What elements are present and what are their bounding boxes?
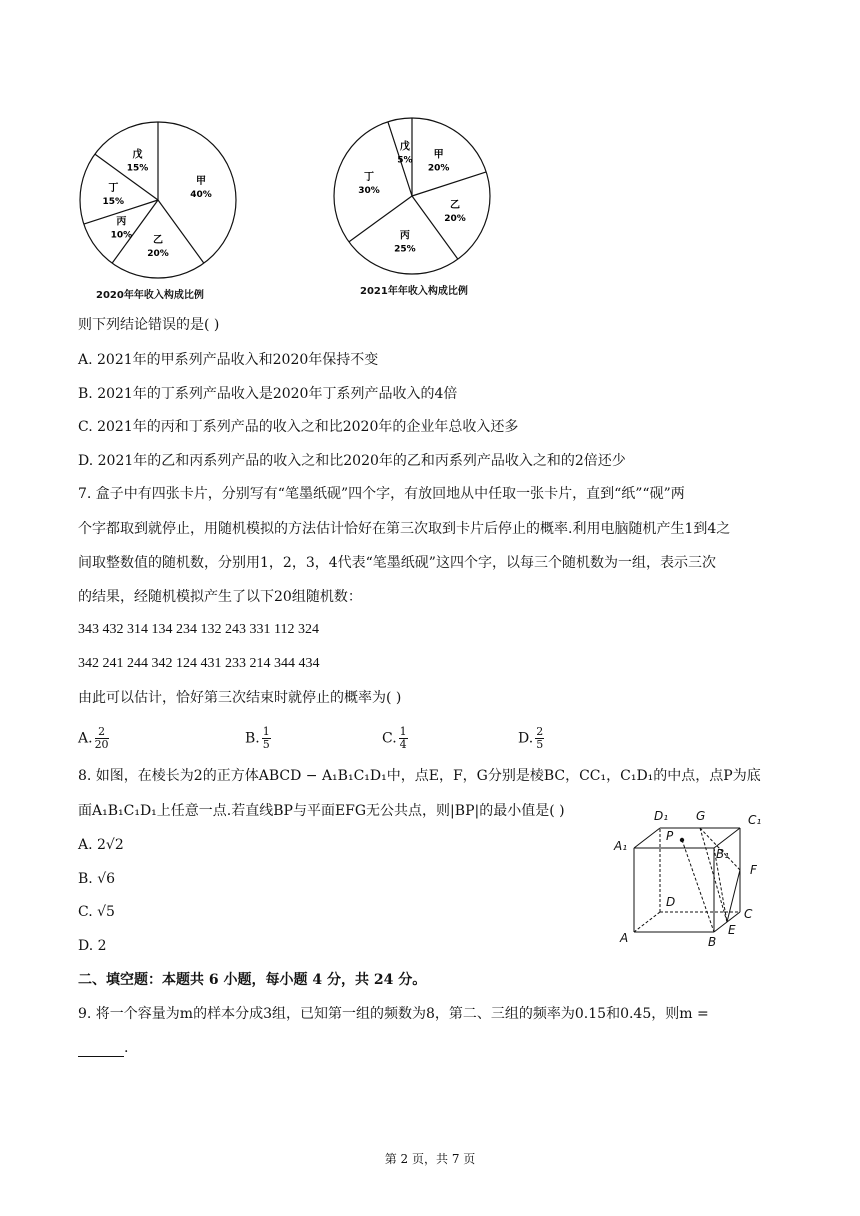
pie-slice-label-乙: 乙 <box>450 199 461 211</box>
q7-option-d-denominator: 5 <box>536 738 544 751</box>
q7-option-b-denominator: 5 <box>262 738 270 751</box>
label-b1: B₁ <box>716 847 730 861</box>
q7-option-a-denominator: 20 <box>94 738 109 751</box>
label-b: B <box>708 935 717 949</box>
q8-line-1: 8. 如图，在棱长为2的正方体ABCD − A₁B₁C₁D₁中，点E，F，G分别是棱BC，CC₁，C₁D₁的中点，点P为底 <box>78 768 761 784</box>
q7-random-row-2: 342 241 244 342 124 431 233 214 344 434 <box>78 656 320 671</box>
q7-option-c: C. $\frac{1}{4}$ <box>382 725 407 751</box>
pie-slice-label-丙: 丙 <box>399 230 410 242</box>
label-f: F <box>750 863 757 877</box>
pie-slice-value-丁: 15% <box>102 196 125 207</box>
section-2-heading: 二、填空题：本题共 6 小题，每小题 4 分，共 24 分。 <box>78 972 427 988</box>
pie-slice-label-甲: 甲 <box>196 176 207 188</box>
label-p: P <box>666 829 674 843</box>
q8-option-d: D. 2 <box>78 938 107 954</box>
label-g: G <box>696 809 706 823</box>
q9-answer-blank[interactable] <box>78 1042 124 1057</box>
q7-line-1: 7. 盒子中有四张卡片，分别写有“笔墨纸砚”四个字，有放回地从中任取一张卡片，直到“纸”“砚”两 <box>78 486 685 502</box>
q7-option-c-numerator: 1 <box>399 725 407 738</box>
q8-line-2: 面A₁B₁C₁D₁上任意一点.若直线BP与平面EFG无公共点，则|BP|的最小值是( ) <box>78 803 565 819</box>
q6-option-d: D. 2021年的乙和丙系列产品的收入之和比2020年的乙和丙系列产品收入之和的2倍还少 <box>78 453 626 469</box>
label-d: D <box>666 895 676 909</box>
q7-option-d: D. $\frac{2}{5}$ <box>518 725 544 751</box>
q7-line-3: 间取整数值的随机数，分别用1，2，3，4代表“笔墨纸砚”这四个字，以每三个随机数为一组，表示三次 <box>78 555 716 571</box>
pie-caption-2021: 2021年年收入构成比例 <box>360 286 468 297</box>
pie-slice-label-丁: 丁 <box>108 182 119 194</box>
pie-slice-label-丙: 丙 <box>116 216 127 228</box>
q8-option-b: B. √6 <box>78 871 116 887</box>
label-c1: C₁ <box>748 813 762 827</box>
pie-caption-2020: 2020年年收入构成比例 <box>96 290 204 301</box>
pie-slice-value-戊: 5% <box>397 155 413 166</box>
q6-stem: 则下列结论错误的是( ) <box>78 317 220 333</box>
q9-line-1: 9. 将一个容量为m的样本分成3组，已知第一组的频数为8，第二、三组的频率为0.15和0.45，则m = <box>78 1006 709 1022</box>
q7-option-a: A. $\frac{2}{20}$ <box>78 725 109 751</box>
q7-option-d-numerator: 2 <box>536 725 544 738</box>
label-c: C <box>744 907 753 921</box>
pie-slice-value-丙: 10% <box>110 230 133 241</box>
pie-chart-2021 <box>330 114 494 278</box>
label-a: A <box>620 931 629 945</box>
point-p-dot <box>680 838 684 842</box>
pie-slice-value-丙: 25% <box>394 244 416 255</box>
pie-slice-value-甲: 40% <box>190 190 212 201</box>
pie-slice-label-甲: 甲 <box>433 149 444 161</box>
q7-option-b: B. $\frac{1}{5}$ <box>245 725 270 751</box>
q6-option-b: B. 2021年的丁系列产品收入是2020年丁系列产品收入的4倍 <box>78 386 458 402</box>
pie-slice-value-乙: 20% <box>444 213 466 224</box>
q7-question: 由此可以估计，恰好第三次结束时就停止的概率为( ) <box>78 690 402 706</box>
label-e: E <box>728 923 736 937</box>
q9-line-2: . <box>78 1039 128 1057</box>
q7-line-4: 的结果，经随机模拟产生了以下20组随机数： <box>78 589 362 605</box>
q8-option-c: C. √5 <box>78 904 115 920</box>
q7-line-2: 个字都取到就停止，用随机模拟的方法估计恰好在第三次取到卡片后停止的概率.利用电脑随机产生1到4之 <box>78 521 731 537</box>
pie-slice-label-戊: 戊 <box>132 149 143 161</box>
q6-option-c: C. 2021年的丙和丁系列产品的收入之和比2020年的企业年总收入还多 <box>78 419 519 435</box>
pie-slice-value-戊: 15% <box>126 163 149 174</box>
q8-option-a: A. 2√2 <box>78 837 124 853</box>
pie-slice-value-乙: 20% <box>147 249 169 260</box>
q7-option-b-numerator: 1 <box>262 725 270 738</box>
pie-slice-label-丁: 丁 <box>363 172 374 184</box>
q7-option-a-numerator: 2 <box>95 726 109 739</box>
q6-option-a: A. 2021年的甲系列产品收入和2020年保持不变 <box>78 352 379 368</box>
label-a1: A₁ <box>614 839 628 853</box>
cube-figure <box>608 804 772 950</box>
q7-option-c-denominator: 4 <box>399 738 407 751</box>
page-footer: 第 2 页，共 7 页 <box>384 1152 476 1166</box>
pie-chart-2020 <box>76 118 240 282</box>
pie-slice-value-甲: 20% <box>427 163 450 174</box>
label-d1: D₁ <box>654 809 669 823</box>
pie-slice-label-乙: 乙 <box>153 235 163 247</box>
pie-slice-value-丁: 30% <box>358 186 380 197</box>
pie-slice-label-戊: 戊 <box>399 141 410 153</box>
q7-random-row-1: 343 432 314 134 234 132 243 331 112 324 <box>78 622 319 637</box>
